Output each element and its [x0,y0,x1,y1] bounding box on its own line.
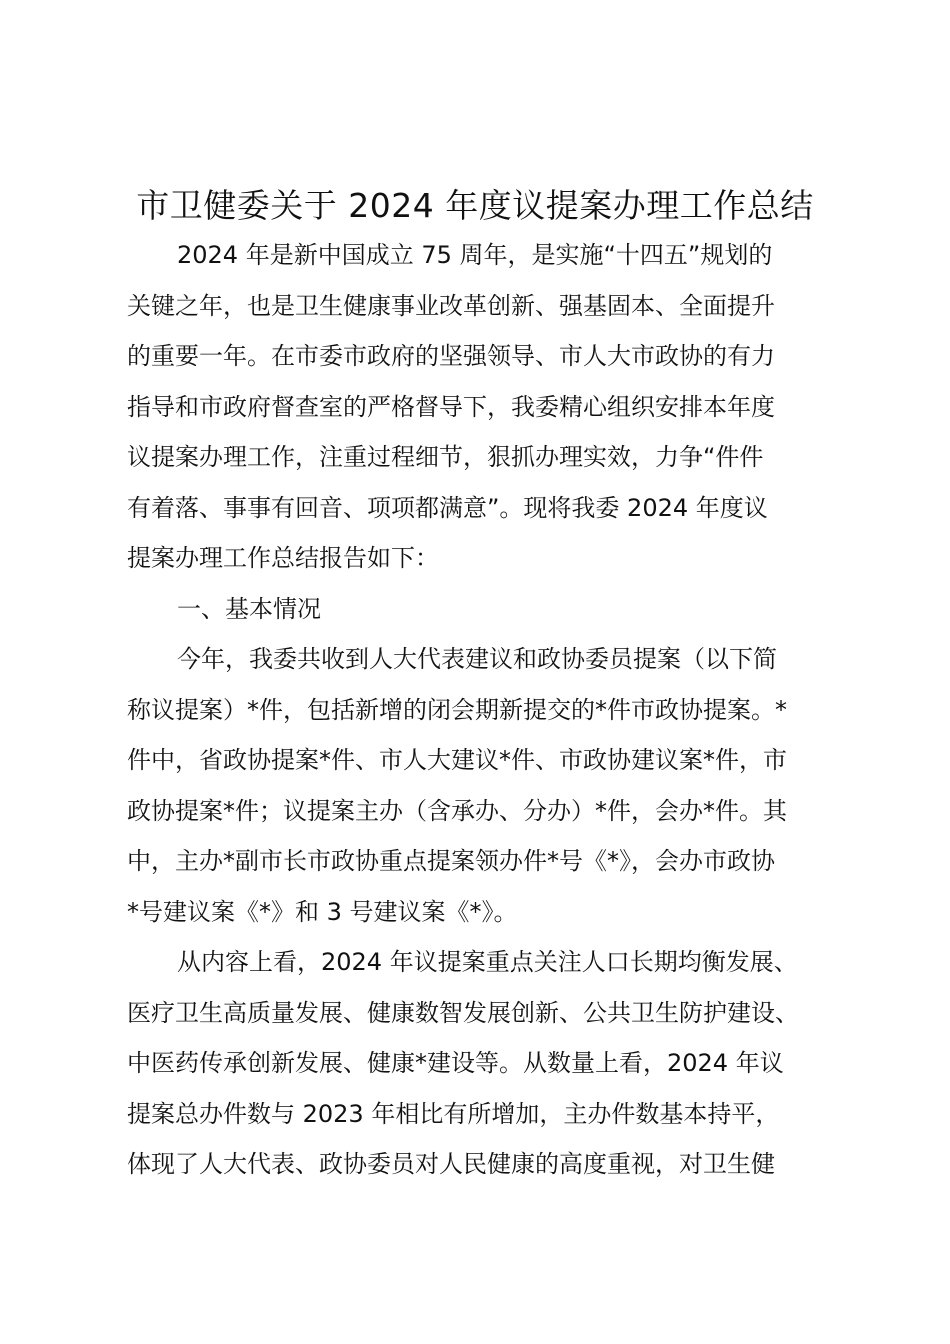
paragraph-line: 今年，我委共收到人大代表建议和政协委员提案（以下简 [177,645,777,673]
paragraph-line: 的重要一年。在市委市政府的坚强领导、市人大市政协的有力 [127,342,775,370]
document-body [127,230,837,1190]
section-heading-text: 一、基本情况 [177,594,321,623]
paragraph-line: 医疗卫生高质量发展、健康数智发展创新、公共卫生防护建设、 [127,998,799,1027]
section-heading [127,584,837,635]
paragraph-line: 提案办理工作总结报告如下： [127,544,439,572]
paragraph-line: 从内容上看，2024 年议提案重点关注人口长期均衡发展、 [177,948,798,976]
paragraph-line: 关键之年，也是卫生健康事业改革创新、强基固本、全面提升 [127,291,775,320]
content-analysis-paragraph [127,937,837,1190]
paragraph-line: 提案总办件数与 2023 年相比有所增加，主办件数基本持平， [127,1099,780,1128]
paragraph-line: 体现了人大代表、政协委员对人民健康的高度重视，对卫生健 [127,1150,775,1178]
document-title: 市卫健委关于 2024 年度议提案办理工作总结 [136,186,814,225]
paragraph-line: 2024 年是新中国成立 75 周年，是实施“十四五”规划的 [177,241,773,269]
basic-situation-paragraph [127,634,837,937]
intro-paragraph [127,230,837,584]
paragraph-line: *号建议案《*》和 3 号建议案《*》。 [127,897,518,926]
paragraph-line: 中医药传承创新发展、健康*建设等。从数量上看，2024 年议 [127,1049,784,1077]
paragraph-line: 称议提案）*件，包括新增的闭会期新提交的*件市政协提案。* [127,695,787,724]
paragraph-line: 政协提案*件；议提案主办（含承办、分办）*件，会办*件。其 [127,796,787,825]
paragraph-line: 议提案办理工作，注重过程细节，狠抓办理实效，力争“件件 [127,443,764,471]
paragraph-line: 指导和市政府督查室的严格督导下，我委精心组织安排本年度 [127,392,775,421]
paragraph-line: 中，主办*副市长市政协重点提案领办件*号《*》，会办市政协 [127,847,775,875]
paragraph-line: 件中，省政协提案*件、市人大建议*件、市政协建议案*件，市 [127,746,787,774]
paragraph-line: 有着落、事事有回音、项项都满意”。现将我委 2024 年度议 [127,493,768,522]
